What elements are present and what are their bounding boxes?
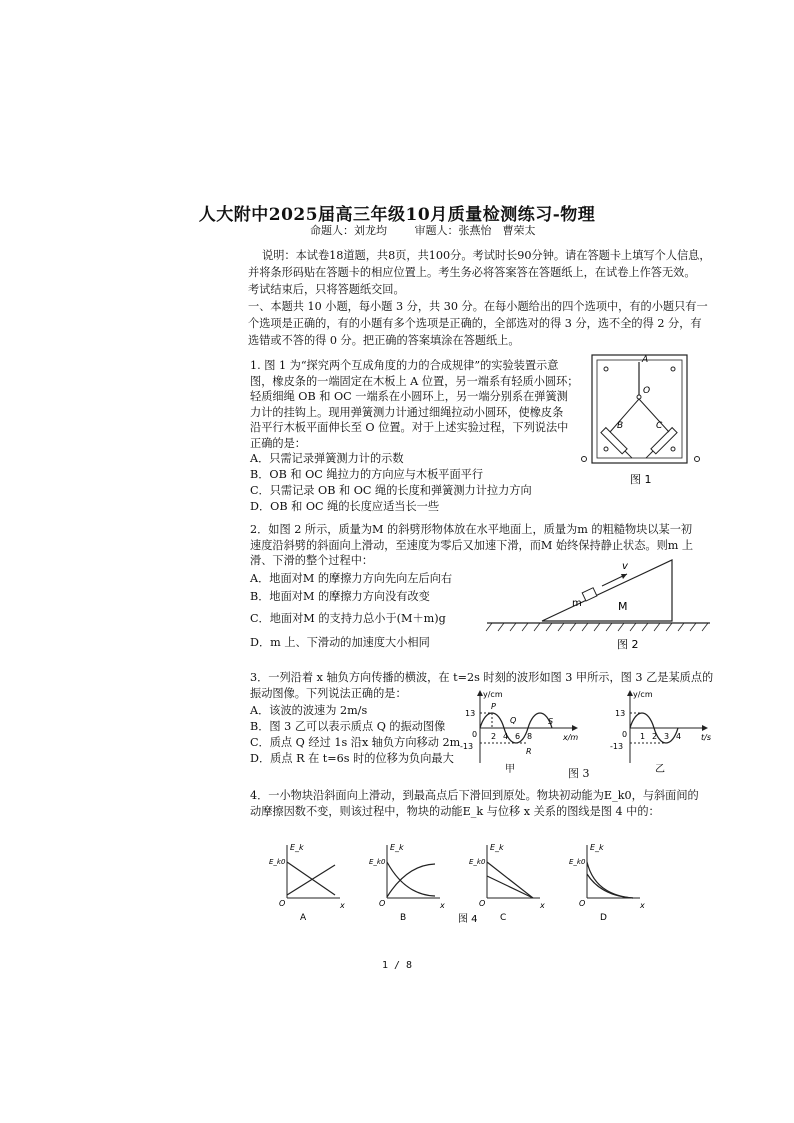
q3-option-b: B．图 3 乙可以表示质点 Q 的振动图像	[250, 720, 446, 733]
fig3a-caption: 甲	[505, 764, 515, 775]
graph-c-letter: C	[500, 913, 507, 923]
reviewers: 审题人：张燕怡 曹荣太	[414, 224, 536, 237]
fig3a-point-p: P	[491, 702, 496, 711]
graph-d-origin: O	[579, 899, 586, 908]
graph-b	[369, 843, 445, 923]
graph-c-origin: O	[479, 899, 486, 908]
fig3b-tick: 3	[664, 732, 670, 741]
graph-c-y0: E_k0	[469, 858, 486, 866]
fig3a-ymax: 13	[465, 709, 476, 718]
authors-line	[310, 222, 560, 238]
graph-d	[569, 843, 645, 923]
fig4-caption: 图 4	[458, 914, 478, 925]
fig3b-tick: 1	[640, 732, 646, 741]
instructions-line-2: 并将条形码贴在答题卡的相应位置上。考生务必将答案答在答题纸上，在试卷上作答无效。	[248, 266, 696, 279]
q2-option-d: D．m 上、下滑动的加速度大小相同	[250, 636, 430, 649]
q1-line: 图，橡皮条的一端固定在木板上 A 位置，另一端系有轻质小圆环；	[250, 374, 579, 388]
fig3b-ylabel: y/cm	[633, 690, 653, 699]
q3-option-a: A．该波的波速为 2m/s	[250, 704, 368, 717]
q1-line: 轻质细绳 OB 和 OC 一端系在小圆环上，另一端分别系在弹簧测	[250, 390, 568, 403]
graph-a-ylabel: E_k	[290, 843, 304, 852]
fig3b-ymin: -13	[610, 742, 624, 751]
fig3b-tick: 4	[676, 732, 682, 741]
q1-option-b: B．OB 和 OC 绳拉力的方向应与木板平面平行	[250, 468, 484, 481]
fig3b-caption: 乙	[655, 764, 665, 775]
graph-b-letter: B	[400, 913, 407, 923]
fig3a-ylabel: y/cm	[483, 690, 503, 699]
fig1-label-o: O	[643, 386, 651, 396]
fig2-label-M: M	[618, 600, 628, 613]
q2-option-a: A．地面对M 的摩擦力方向先向左后向右	[250, 572, 453, 585]
fig3a-ymin: -13	[460, 742, 474, 751]
page-title: 人大附中2025届高三年级10月质量检测练习-物理	[198, 205, 596, 225]
graph-c-xlabel: x	[540, 901, 545, 910]
q1-line: 力计的挂钩上。现用弹簧测力计通过细绳拉动小圆环，使橡皮条	[250, 405, 564, 419]
q2-line: 滑、下滑的整个过程中：	[250, 554, 374, 567]
graph-b-ylabel: E_k	[390, 843, 404, 852]
graph-a-origin: O	[279, 899, 286, 908]
fig3a-tick: 8	[527, 732, 533, 741]
graph-a-xlabel: x	[340, 901, 345, 910]
figure-3a	[455, 688, 585, 778]
q4-line: 4．一小物块沿斜面向上滑动，到最高点后下滑回到原处。物块初动能为E_k0，与斜面间的	[250, 789, 699, 802]
graph-c	[469, 843, 545, 923]
fig3a-tick: 4	[503, 732, 509, 741]
figure-3b	[605, 688, 715, 778]
fig3a-origin: 0	[472, 730, 478, 739]
q1-stem	[250, 358, 580, 451]
q1-line: 1. 图 1 为“探究两个互成角度的力的合成规律”的实验装置示意	[250, 359, 559, 372]
section1-line-1: 一、本题共 10 小题，每小题 3 分，共 30 分。在每小题给出的四个选项中，有的小题只有一	[248, 300, 708, 313]
q3-line: 3．一列沿着 x 轴负方向传播的横波，在 t=2s 时刻的波形如图 3 甲所示，图 3 乙是某质点的	[250, 671, 714, 684]
fig3b-xlabel: t/s	[701, 733, 711, 742]
fig1-label-c: C	[656, 421, 663, 431]
q2-line: 2．如图 2 所示，质量为M 的斜劈形物体放在水平地面上，质量为m 的粗糙物块以某一初	[250, 523, 693, 536]
q2-option-c: C．地面对M 的支持力总小于(M＋m)g	[250, 612, 446, 625]
q2-line: 速度沿斜劈的斜面向上滑动，至速度为零后又加速下滑，而M 始终保持静止状态。则m 上	[250, 538, 694, 552]
graph-d-y0: E_k0	[569, 858, 586, 866]
graph-a-letter: A	[300, 913, 307, 923]
author: 命题人：刘龙均	[310, 224, 387, 237]
fig3a-point-q: Q	[510, 716, 517, 725]
fig3b-ymax: 13	[615, 709, 626, 718]
graph-b-xlabel: x	[440, 901, 445, 910]
fig3b-origin: 0	[622, 730, 628, 739]
q4-stem	[250, 788, 699, 819]
figure-1	[572, 350, 712, 490]
q3-option-d: D．质点 R 在 t=6s 时的位移为负向最大	[250, 752, 454, 765]
figure-2	[482, 555, 714, 655]
q2-option-b: B．地面对M 的摩擦力方向没有改变	[250, 590, 430, 603]
graph-b-y0: E_k0	[369, 858, 386, 866]
q1-option-d: D．OB 和 OC 绳的长度应适当长一些	[250, 500, 440, 513]
fig1-label-b: B	[617, 421, 624, 431]
instructions-line-1: 说明：本试卷18道题，共8页，共100分。考试时长90分钟。请在答题卡上填写个人信息，	[262, 249, 711, 262]
q3-line: 振动图像。下列说法正确的是：	[250, 686, 407, 700]
q1-option-a: A．只需记录弹簧测力计的示数	[250, 452, 404, 465]
fig2-caption: 图 2	[617, 638, 639, 651]
figure-4	[265, 840, 665, 935]
page-number: 1 / 8	[381, 960, 413, 971]
graph-c-ylabel: E_k	[490, 843, 504, 852]
graph-d-ylabel: E_k	[590, 843, 604, 852]
q4-line: 动摩擦因数不变，则该过程中，物块的动能E_k 与位移 x 关系的图线是图 4 中的：	[250, 804, 660, 818]
fig3b-tick: 2	[652, 732, 658, 741]
fig3-caption: 图 3	[568, 767, 590, 780]
graph-b-origin: O	[379, 899, 386, 908]
fig3a-tick: 6	[515, 732, 521, 741]
graph-d-xlabel: x	[640, 901, 645, 910]
fig3a-tick: 2	[491, 732, 497, 741]
section1-line-2: 个选项是正确的，有的小题有多个选项是正确的，全部选对的得 3 分，选不全的得 2 分，有	[248, 317, 702, 330]
graph-d-letter: D	[600, 913, 607, 923]
q1-option-c: C．只需记录 OB 和 OC 绳的长度和弹簧测力计拉力方向	[250, 484, 532, 497]
fig2-label-v: v	[622, 561, 628, 572]
q1-options	[250, 451, 532, 515]
q3-option-c: C．质点 Q 经过 1s 沿x 轴负方向移动 2m	[250, 736, 461, 749]
fig3a-point-r: R	[526, 747, 532, 756]
fig2-label-m: m	[572, 598, 582, 609]
fig1-label-a: A	[642, 355, 649, 365]
fig3a-point-s: S	[548, 717, 554, 726]
instructions-line-3: 考试结束后，只将答题纸交回。	[248, 283, 405, 296]
q3-options	[250, 703, 460, 767]
graph-a	[269, 843, 345, 923]
q1-line: 正确的是：	[250, 436, 306, 450]
q1-line: 沿平行木板平面伸长至 O 位置。对于上述实验过程，下列说法中	[250, 421, 569, 434]
fig1-caption: 图 1	[630, 473, 652, 486]
graph-a-y0: E_k0	[269, 858, 286, 866]
section1-line-3: 选错或不答的得 0 分。把正确的答案填涂在答题纸上。	[248, 334, 520, 347]
fig3a-xlabel: x/m	[563, 733, 579, 742]
